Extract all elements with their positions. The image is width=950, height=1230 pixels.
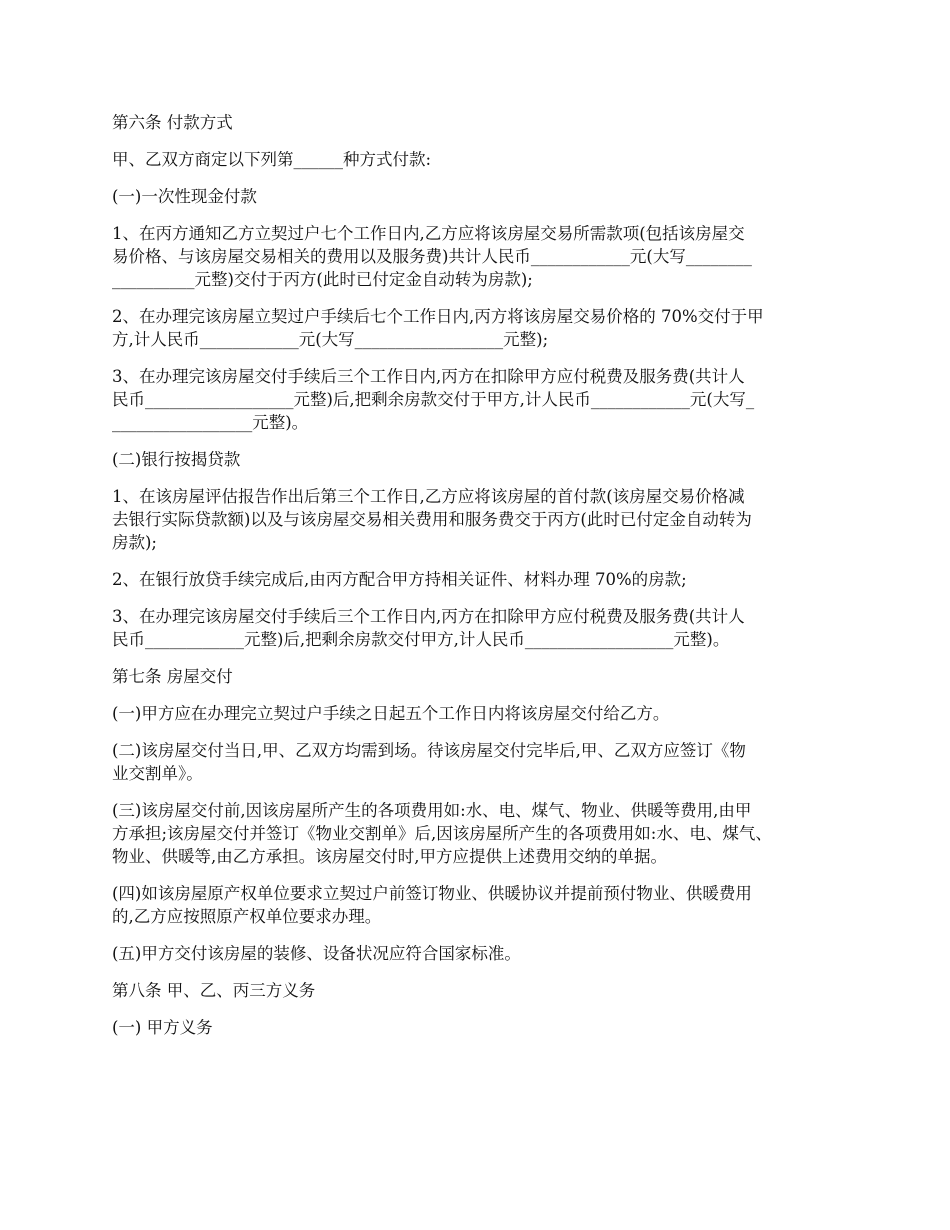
paragraph — [112, 739, 836, 785]
text-line: 第七条 房屋交付 — [112, 667, 233, 686]
paragraph — [112, 702, 836, 725]
text-line: (三)该房屋交付前,因该房屋所产生的各项费用如:水、电、煤气、物业、供暖等费用,由甲 — [112, 801, 752, 820]
paragraph — [112, 365, 836, 434]
text-line: __________元整)交付于丙方(此时已付定金自动转为房款); — [112, 270, 533, 289]
paragraph — [112, 222, 836, 291]
section-heading — [112, 665, 836, 688]
paragraph — [112, 568, 836, 591]
paragraph — [112, 448, 836, 471]
paragraph — [112, 942, 836, 965]
text-line: 的,乙方应按照原产权单位要求办理。 — [112, 907, 382, 926]
paragraph — [112, 305, 836, 351]
paragraph — [112, 485, 836, 554]
text-line: 2、在办理完该房屋立契过户手续后七个工作日内,丙方将该房屋交易价格的 70%交付于甲 — [112, 307, 764, 326]
paragraph — [112, 185, 836, 208]
section-heading — [112, 111, 836, 134]
text-line: 2、在银行放贷手续完成后,由丙方配合甲方持相关证件、材料办理 70%的房款; — [112, 570, 687, 589]
text-line: 业交割单》。 — [112, 764, 203, 783]
text-line: 第六条 付款方式 — [112, 113, 233, 132]
text-line: 物业、供暖等,由乙方承担。该房屋交付时,甲方应提供上述费用交纳的单据。 — [112, 847, 667, 866]
text-line: (一) 甲方义务 — [112, 1018, 213, 1037]
text-line: 方承担;该房屋交付并签订《物业交割单》后,因该房屋所产生的各项费用如:水、电、煤气、 — [112, 824, 772, 843]
section-heading — [112, 979, 836, 1002]
text-line: 去银行实际贷款额)以及与该房屋交易相关费用和服务费交于丙方(此时已付定金自动转为 — [112, 510, 752, 529]
text-line: 3、在办理完该房屋交付手续后三个工作日内,丙方在扣除甲方应付税费及服务费(共计人 — [112, 367, 745, 386]
text-line: (二)该房屋交付当日,甲、乙双方均需到场。待该房屋交付完毕后,甲、乙双方应签订《物 — [112, 741, 746, 760]
text-line: (二)银行按揭贷款 — [112, 450, 241, 469]
text-line: 第八条 甲、乙、丙三方义务 — [112, 981, 316, 1000]
paragraph — [112, 148, 836, 171]
text-line: _________________元整)。 — [112, 413, 309, 432]
paragraph — [112, 799, 836, 868]
text-line: 甲、乙双方商定以下列第______种方式付款: — [112, 150, 432, 169]
text-line: (一)一次性现金付款 — [112, 187, 257, 206]
document-body — [112, 111, 836, 1053]
text-line: 1、在丙方通知乙方立契过户七个工作日内,乙方应将该房屋交易所需款项(包括该房屋交 — [112, 224, 745, 243]
text-line: 民币____________元整)后,把剩余房款交付甲方,计人民币__________________元整)。 — [112, 630, 730, 649]
text-line: 3、在办理完该房屋交付手续后三个工作日内,丙方在扣除甲方应付税费及服务费(共计人 — [112, 607, 745, 626]
text-line: 易价格、与该房屋交易相关的费用以及服务费)共计人民币____________元(大写________ — [112, 247, 752, 266]
paragraph — [112, 1016, 836, 1039]
text-line: 房款); — [112, 533, 157, 552]
paragraph — [112, 605, 836, 651]
text-line: 方,计人民币____________元(大写__________________元整); — [112, 330, 549, 349]
text-line: (四)如该房屋原产权单位要求立契过户前签订物业、供暖协议并提前预付物业、供暖费用 — [112, 884, 752, 903]
text-line: 民币__________________元整)后,把剩余房款交付于甲方,计人民币____________元(大写_ — [112, 390, 755, 409]
paragraph — [112, 882, 836, 928]
text-line: (五)甲方交付该房屋的装修、设备状况应符合国家标准。 — [112, 944, 521, 963]
text-line: (一)甲方应在办理完立契过户手续之日起五个工作日内将该房屋交付给乙方。 — [112, 704, 670, 723]
text-line: 1、在该房屋评估报告作出后第三个工作日,乙方应将该房屋的首付款(该房屋交易价格减 — [112, 487, 745, 506]
